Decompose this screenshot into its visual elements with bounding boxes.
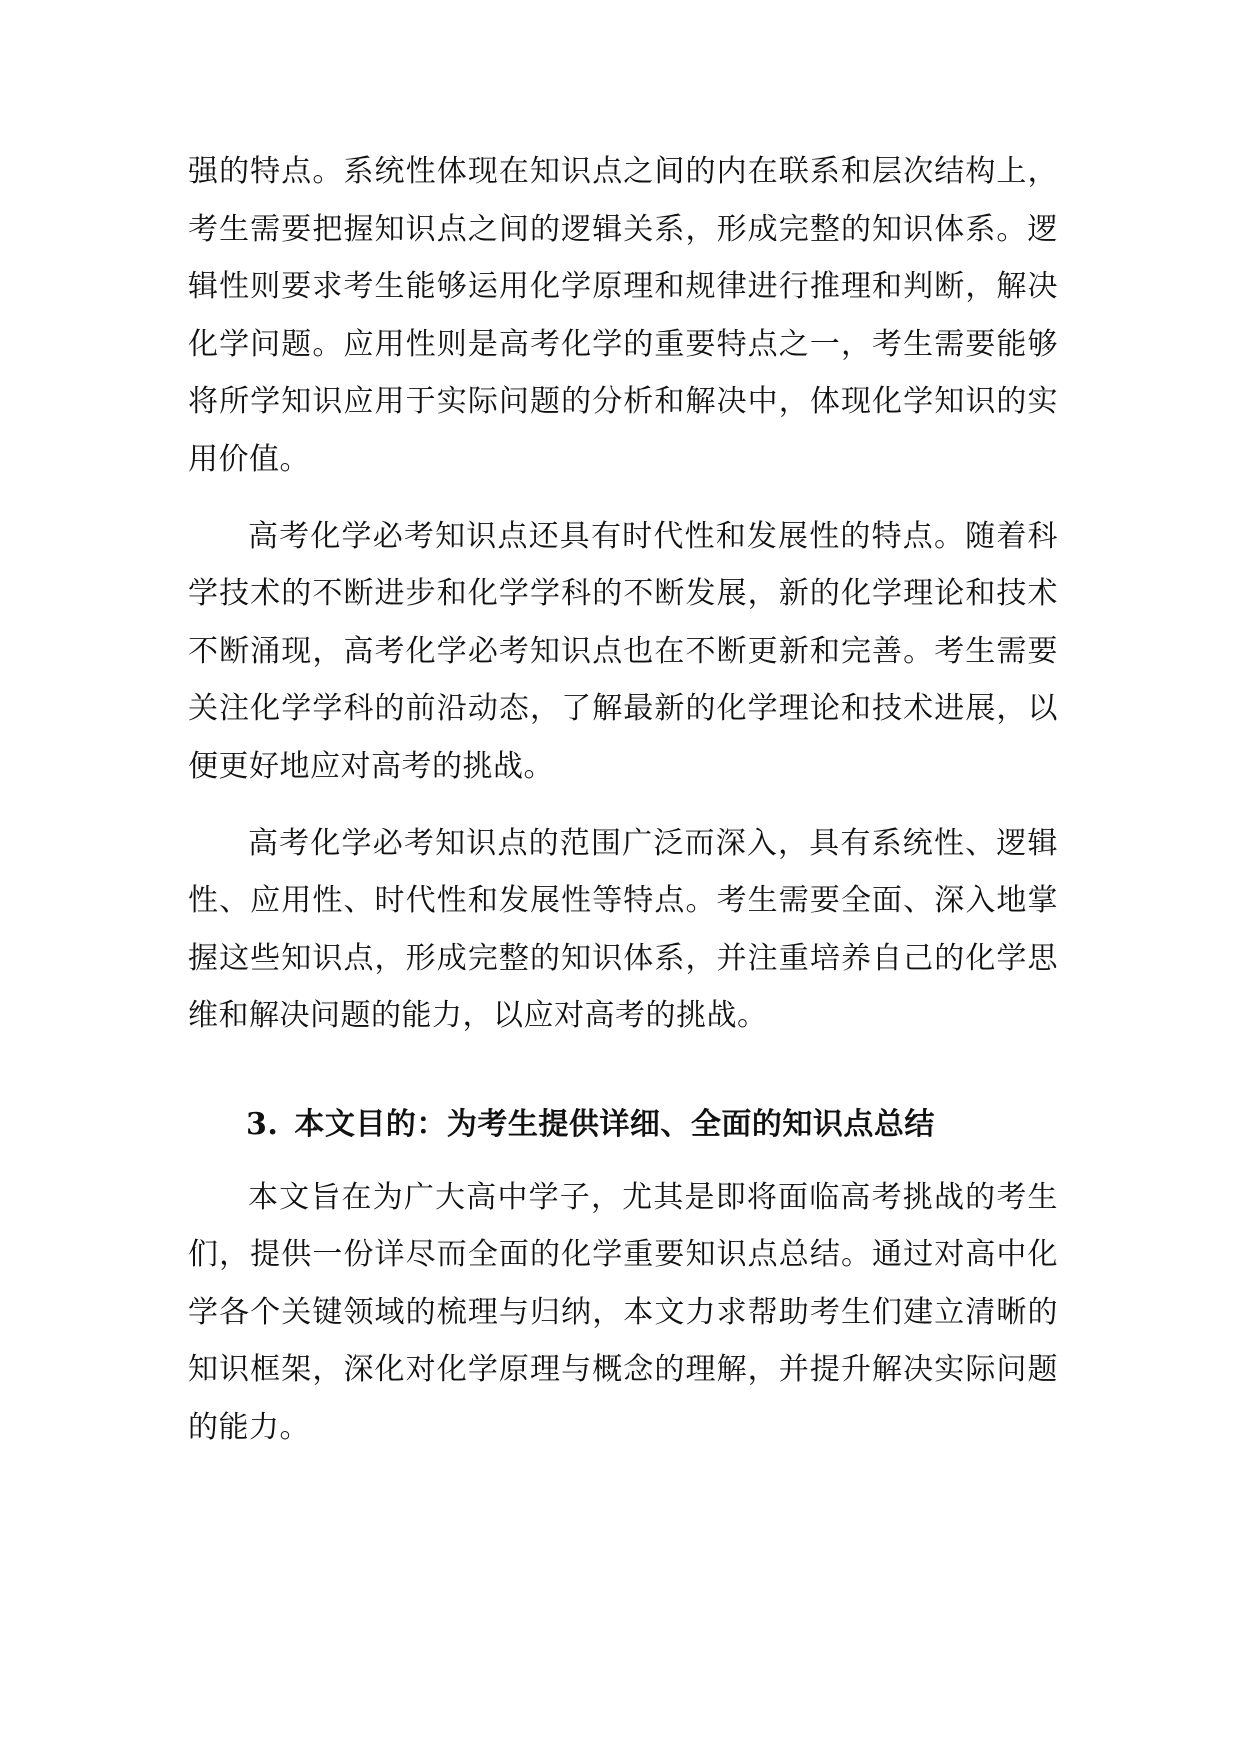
- paragraph-summary: 高考化学必考知识点的范围广泛而深入，具有系统性、逻辑性、应用性、时代性和发展性等特点。考生需要全面、深入地掌握这些知识点，形成完整的知识体系，并注重培养自己的化学思维和解决问题的能力，以应对高考的挑战。: [188, 825, 1058, 1034]
- paragraph-continuation: 强的特点。系统性体现在知识点之间的内在联系和层次结构上，考生需要把握知识点之间的逻辑关系，形成完整的知识体系。逻辑性则要求考生能够运用化学原理和规律进行推理和判断，解决化学问题。应用性则是高考化学的重要特点之一，考生需要能够将所学知识应用于实际问题的分析和解决中，体现化学知识的实用价值。: [188, 154, 1058, 477]
- document-body: [188, 143, 1058, 1456]
- paragraph-purpose: 本文旨在为广大高中学子，尤其是即将面临高考挑战的考生们，提供一份详尽而全面的化学重要知识点总结。通过对高中化学各个关键领域的梳理与归纳，本文力求帮助考生们建立清晰的知识框架，深化对化学原理与概念的理解，并提升解决实际问题的能力。: [188, 1179, 1058, 1445]
- paragraph-timeliness: 高考化学必考知识点还具有时代性和发展性的特点。随着科学技术的不断进步和化学学科的不断发展，新的化学理论和技术不断涌现，高考化学必考知识点也在不断更新和完善。考生需要关注化学学科的前沿动态，了解最新的化学理论和技术进展，以便更好地应对高考的挑战。: [188, 518, 1058, 784]
- section-title: 本文目的：为考生提供详细、全面的知识点总结: [294, 1106, 935, 1142]
- section-number: 3.: [246, 1106, 279, 1142]
- section-heading: [188, 1096, 1058, 1154]
